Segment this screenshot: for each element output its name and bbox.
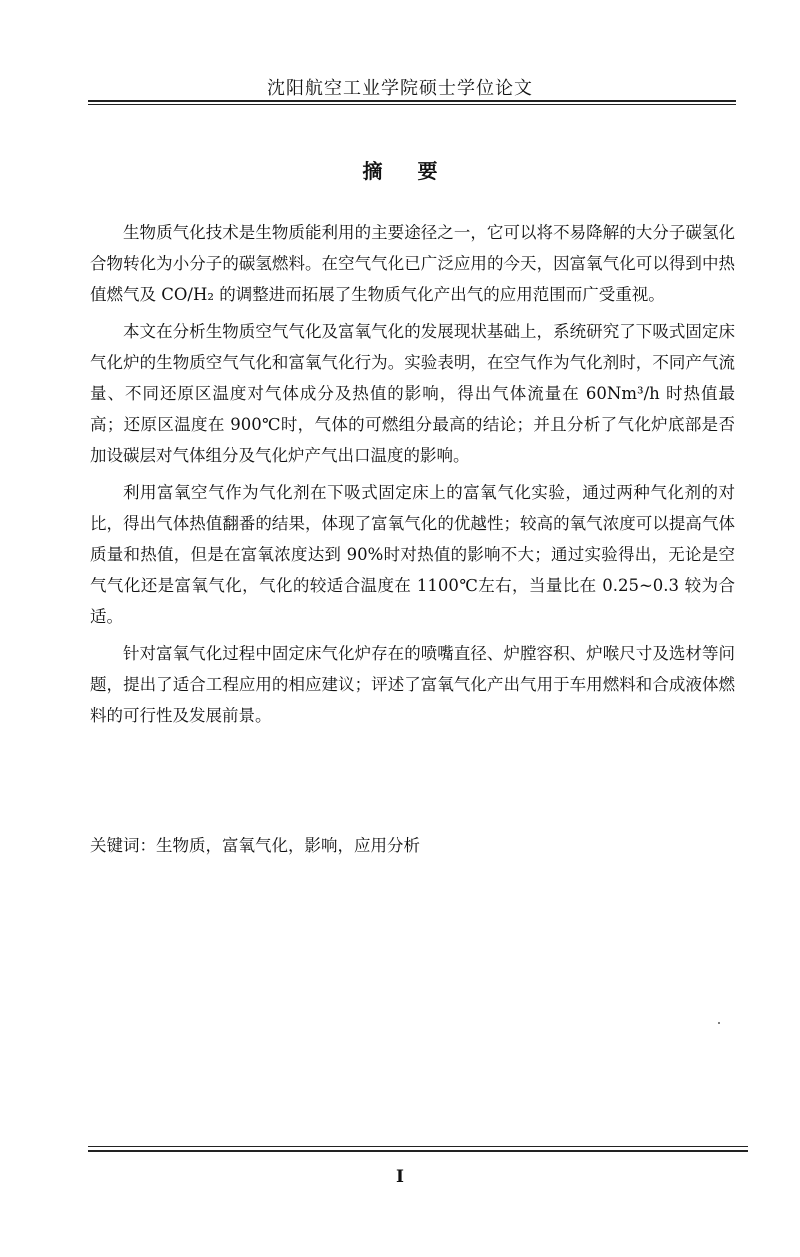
- scan-speck: [718, 1022, 720, 1024]
- abstract-paragraph: 利用富氧空气作为气化剂在下吸式固定床上的富氧气化实验，通过两种气化剂的对比，得出气体热值翻番的结果，体现了富氧气化的优越性；较高的氧气浓度可以提高气体质量和热值，但是在富氧浓度达到 90%时对热值的影响不大；通过实验得出，无论是空气气化还是富氧气化，气化的较适合温度在 1100℃左右，当量比在 0.25~0.3 较为合适。: [90, 483, 735, 626]
- header-rule-thick: [88, 100, 736, 102]
- page-number: I: [396, 1167, 404, 1187]
- abstract-paragraph: 针对富氧气化过程中固定床气化炉存在的喷嘴直径、炉膛容积、炉喉尺寸及选材等问题，提出了适合工程应用的相应建议；评述了富氧气化产出气用于车用燃料和合成液体燃料的可行性及发展前景。: [90, 644, 735, 725]
- abstract-body: [90, 217, 735, 737]
- keywords-line: 关键词：生物质，富氧气化，影响，应用分析: [90, 836, 420, 855]
- footer-rule-thick: [88, 1150, 748, 1152]
- abstract-paragraph: 生物质气化技术是生物质能利用的主要途径之一，它可以将不易降解的大分子碳氢化合物转化为小分子的碳氢燃料。在空气气化已广泛应用的今天，因富氧气化可以得到中热值燃气及 CO/H₂ 的调整进而拓展了生物质气化产出气的应用范围而广受重视。: [90, 223, 735, 304]
- abstract-heading: 摘 要: [362, 159, 452, 183]
- header-rule-thin: [88, 104, 736, 105]
- footer-rule-thin: [88, 1146, 748, 1147]
- abstract-paragraph: 本文在分析生物质空气气化及富氧气化的发展现状基础上，系统研究了下吸式固定床气化炉的生物质空气气化和富氧气化行为。实验表明，在空气作为气化剂时，不同产气流量、不同还原区温度对气体成分及热值的影响，得出气体流量在 60Nm³/h 时热值最高；还原区温度在 900℃时，气体的可燃组分最高的结论；并且分析了气化炉底部是否加设碳层对气体组分及气化炉产气出口温度的影响。: [90, 322, 735, 465]
- running-header-title: 沈阳航空工业学院硕士学位论文: [267, 78, 533, 99]
